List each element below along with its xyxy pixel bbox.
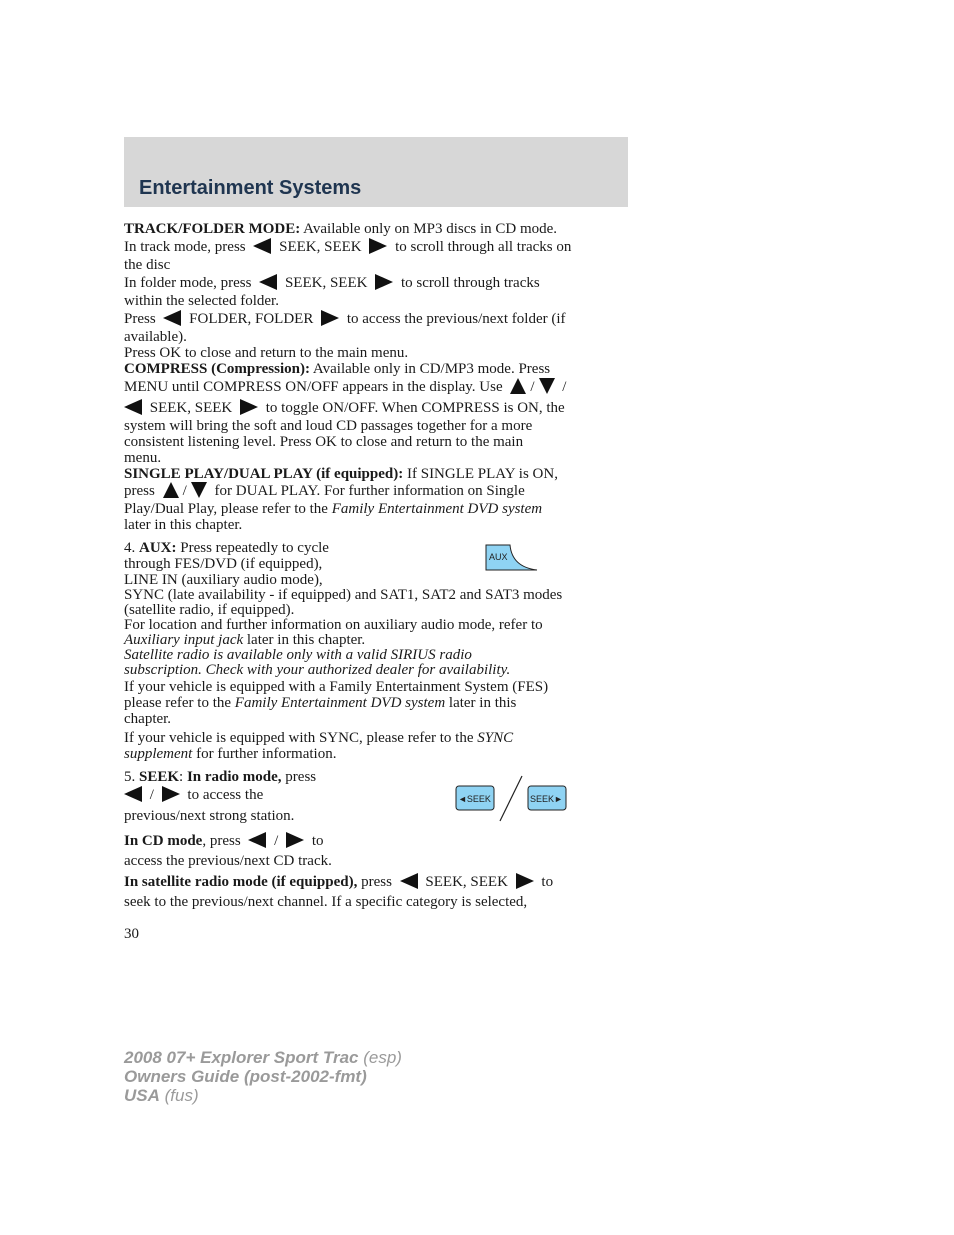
seek-left-icon xyxy=(124,786,142,802)
text: to scroll through tracks xyxy=(397,275,540,291)
down-arrow-icon xyxy=(539,378,555,394)
text: 2008 07+ Explorer Sport Trac xyxy=(124,1048,359,1067)
text: If your vehicle is equipped with SYNC, please refer to the xyxy=(124,730,478,746)
text: to scroll through all tracks on xyxy=(391,239,572,255)
seek-sat-line-1 xyxy=(124,874,553,891)
text: please refer to the xyxy=(124,695,235,711)
track-folder-heading: TRACK/FOLDER MODE: xyxy=(124,221,301,237)
seek-line-1 xyxy=(124,769,316,786)
single-play-line-4: later in this chapter. xyxy=(124,517,243,533)
footer-line-1 xyxy=(124,1048,402,1067)
divider-line xyxy=(500,776,522,821)
up-arrow-icon xyxy=(510,378,526,394)
text: USA xyxy=(124,1086,160,1105)
track-folder-line-3: the disc xyxy=(124,257,171,273)
text: to xyxy=(308,833,324,849)
track-folder-line-2 xyxy=(124,239,571,256)
text: press xyxy=(124,483,159,499)
seek-heading: SEEK xyxy=(139,769,180,785)
seek-right-icon xyxy=(286,832,304,848)
aux-line-13 xyxy=(124,730,513,747)
text: to xyxy=(537,874,554,890)
text: : xyxy=(179,769,187,785)
seek-right-icon xyxy=(375,274,393,290)
aux-line-2: through FES/DVD (if equipped), xyxy=(124,556,323,572)
track-folder-line-8: Press OK to close and return to the main menu. xyxy=(124,345,409,361)
text: In track mode, press xyxy=(124,239,250,255)
text: Available only in CD/MP3 mode. Press xyxy=(309,361,551,377)
text: , press xyxy=(202,833,245,849)
text: In radio mode, xyxy=(186,769,282,785)
aux-heading: AUX: xyxy=(139,540,177,556)
text: later in this chapter. xyxy=(243,632,366,648)
up-arrow-icon xyxy=(163,482,179,498)
text: If SINGLE PLAY is ON, xyxy=(403,466,558,482)
single-play-heading: SINGLE PLAY/DUAL PLAY (if equipped): xyxy=(124,466,404,482)
folder-right-icon xyxy=(321,310,339,326)
section-header-bar xyxy=(124,137,628,207)
single-play-line-2 xyxy=(124,483,525,500)
seek-left-icon xyxy=(400,873,418,889)
seek-right-icon xyxy=(240,399,258,415)
text: In satellite radio mode (if equipped), xyxy=(124,874,358,890)
text: supplement xyxy=(124,746,193,762)
track-folder-line-4 xyxy=(124,275,540,292)
text: later in this xyxy=(445,695,517,711)
page-number: 30 xyxy=(124,926,139,942)
text: SEEK, SEEK xyxy=(146,400,236,416)
text: SEEK, SEEK xyxy=(275,239,366,255)
seek-left-icon xyxy=(124,399,142,415)
seek-cd-line-1 xyxy=(124,833,324,850)
aux-button-label: AUX xyxy=(489,552,508,562)
seek-line-3: previous/next strong station. xyxy=(124,808,295,824)
seek-right-icon xyxy=(162,786,180,802)
compress-line-2 xyxy=(124,379,566,396)
track-folder-line-1 xyxy=(124,221,557,238)
text: Available only on MP3 discs in CD mode. xyxy=(300,221,558,237)
text: MENU until COMPRESS ON/OFF appears in the display. Use xyxy=(124,379,507,395)
seek-right-icon xyxy=(516,873,534,889)
aux-line-4: SYNC (late availability - if equipped) and SAT1, SAT2 and SAT3 modes xyxy=(124,587,563,603)
folder-left-icon xyxy=(163,310,181,326)
text: / xyxy=(558,379,567,395)
aux-line-3: LINE IN (auxiliary audio mode), xyxy=(124,572,323,588)
text: (fus) xyxy=(159,1086,199,1105)
compress-line-6: menu. xyxy=(124,450,162,466)
seek-right-icon xyxy=(369,238,387,254)
compress-heading: COMPRESS (Compression): xyxy=(124,361,310,377)
text: Press repeatedly to cycle xyxy=(176,540,329,556)
seek-cd-line-2: access the previous/next CD track. xyxy=(124,853,332,869)
aux-line-11 xyxy=(124,695,516,712)
footer-line-2: Owners Guide (post-2002-fmt) xyxy=(124,1067,367,1086)
aux-line-5: (satellite radio, if equipped). xyxy=(124,602,295,618)
text: Family Entertainment DVD system xyxy=(234,695,446,711)
text: FOLDER, FOLDER xyxy=(185,311,318,327)
seek-buttons-illustration xyxy=(454,774,570,824)
text: SYNC xyxy=(477,730,514,746)
text: to access the xyxy=(183,787,264,803)
text: Family Entertainment DVD system xyxy=(331,501,543,517)
text: to toggle ON/OFF. When COMPRESS is ON, the xyxy=(262,400,565,416)
text: 4. xyxy=(124,540,139,556)
seek-left-icon xyxy=(253,238,271,254)
text: 5. xyxy=(124,769,139,785)
section-title: Entertainment Systems xyxy=(139,177,362,199)
text: / xyxy=(146,787,158,803)
text: In folder mode, press xyxy=(124,275,256,291)
seek-sat-line-2: seek to the previous/next channel. If a specific category is selected, xyxy=(124,894,528,910)
aux-line-9: subscription. Check with your authorized dealer for availability. xyxy=(124,662,511,678)
down-arrow-icon xyxy=(191,482,207,498)
text: / xyxy=(270,833,283,849)
compress-line-3 xyxy=(124,400,565,417)
text: to access the previous/next folder (if xyxy=(343,311,566,327)
text: (esp) xyxy=(358,1048,402,1067)
aux-line-6: For location and further information on auxiliary audio mode, refer to xyxy=(124,617,543,633)
seek-line-2 xyxy=(124,787,263,804)
text: press xyxy=(357,874,396,890)
aux-line-14 xyxy=(124,746,336,763)
seek-left-icon xyxy=(248,832,266,848)
text: In CD mode xyxy=(124,833,203,849)
footer-line-3 xyxy=(124,1086,199,1105)
compress-line-4: system will bring the soft and loud CD passages together for a more xyxy=(124,418,533,434)
aux-button-illustration xyxy=(484,543,540,573)
track-folder-line-7: available). xyxy=(124,329,187,345)
aux-line-1 xyxy=(124,540,329,557)
text: / xyxy=(182,483,187,499)
compress-line-5: consistent listening level. Press OK to close and return to the main xyxy=(124,434,524,450)
text: Play/Dual Play, please refer to the xyxy=(124,501,332,517)
track-folder-line-6 xyxy=(124,311,566,328)
text: press xyxy=(281,769,317,785)
text: / xyxy=(530,379,535,395)
text: SEEK, SEEK xyxy=(281,275,372,291)
aux-line-8: Satellite radio is available only with a valid SIRIUS radio xyxy=(124,647,472,663)
text: for further information. xyxy=(192,746,337,762)
track-folder-line-5: within the selected folder. xyxy=(124,293,279,309)
single-play-line-1 xyxy=(124,466,558,483)
seek-left-button-label: ◄SEEK xyxy=(458,794,491,804)
text: SEEK, SEEK xyxy=(421,874,512,890)
aux-line-10: If your vehicle is equipped with a Family Entertainment System (FES) xyxy=(124,679,549,695)
text: for DUAL PLAY. For further information on Single xyxy=(210,483,525,499)
single-play-line-3 xyxy=(124,501,542,518)
seek-left-icon xyxy=(259,274,277,290)
text: Auxiliary input jack xyxy=(124,632,244,648)
text: Press xyxy=(124,311,160,327)
seek-right-button-label: SEEK► xyxy=(530,794,563,804)
compress-line-1 xyxy=(124,361,550,378)
aux-line-12: chapter. xyxy=(124,711,172,727)
